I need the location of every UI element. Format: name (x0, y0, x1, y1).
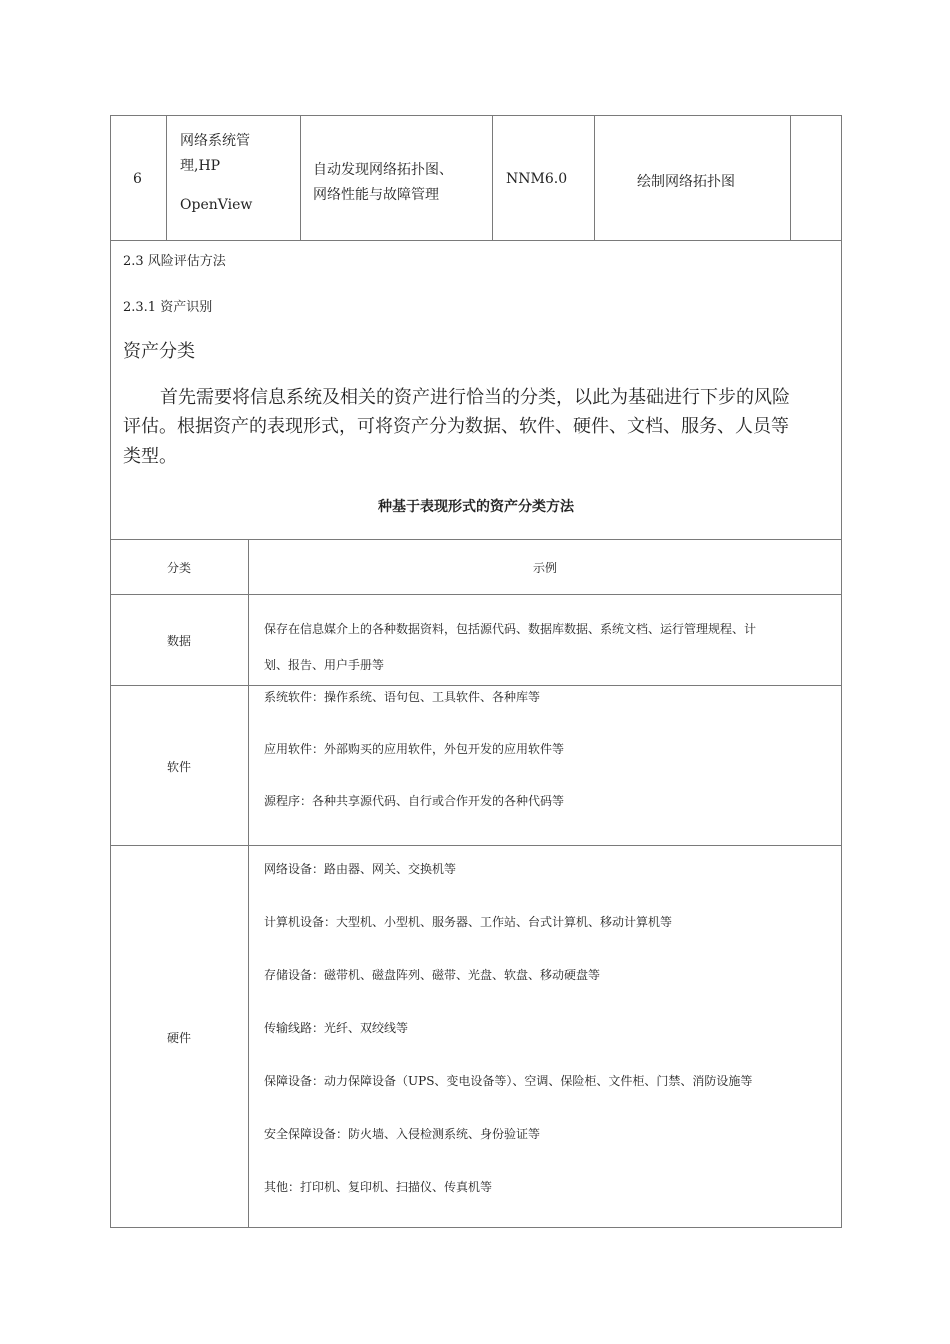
col-divider (248, 539, 249, 1228)
function-line1: 自动发现网络拓扑图、 (313, 162, 453, 178)
function-line2: 网络性能与故障管理 (313, 187, 439, 203)
paragraph-line1: 首先需要将信息系统及相关的资产进行恰当的分类，以此为基础进行下步的风险 (160, 387, 790, 408)
heading-2-3: 2.3 风险评估方法 (123, 254, 226, 269)
col-divider (790, 115, 791, 240)
list-item: 应用软件：外部购买的应用软件，外包开发的应用软件等 (264, 742, 565, 756)
list-item: 保障设备：动力保障设备（UPS、变电设备等）、空调、保险柜、文件柜、门禁、消防设施等 (264, 1074, 753, 1088)
row-divider (110, 845, 842, 846)
tool-name-line2: 理,HP (180, 158, 221, 174)
list-item: 划、报告、用户手册等 (264, 658, 385, 672)
list-item: 系统软件：操作系统、语句包、工具软件、各种库等 (264, 690, 541, 704)
list-item: 其他：打印机、复印机、扫描仪、传真机等 (264, 1180, 493, 1194)
paragraph-line3: 类型。 (123, 446, 177, 467)
row-index: 6 (133, 171, 142, 187)
tool-name-line1: 网络系统管 (180, 133, 250, 149)
version: NNM6.0 (506, 171, 568, 187)
row-divider (110, 594, 842, 595)
col-divider (492, 115, 493, 240)
list-item: 计算机设备：大型机、小型机、服务器、工作站、台式计算机、移动计算机等 (264, 915, 673, 929)
tool-name-line3: OpenView (180, 197, 253, 213)
purpose: 绘制网络拓扑图 (637, 174, 735, 190)
table-title: 种基于表现形式的资产分类方法 (378, 499, 574, 515)
header-category: 分类 (166, 561, 191, 575)
subheading: 资产分类 (123, 341, 195, 362)
row-divider (110, 539, 842, 540)
col-divider (300, 115, 301, 240)
heading-2-3-1: 2.3.1 资产识别 (123, 300, 213, 315)
category-data: 数据 (166, 634, 191, 648)
list-item: 源程序：各种共享源代码、自行或合作开发的各种代码等 (264, 794, 565, 808)
header-examples: 示例 (532, 561, 557, 575)
col-divider (594, 115, 595, 240)
row-divider (110, 240, 842, 241)
list-item: 保存在信息媒介上的各种数据资料，包括源代码、数据库数据、系统文档、运行管理规程、计 (264, 622, 757, 636)
row-divider (110, 685, 842, 686)
paragraph-line2: 评估。根据资产的表现形式，可将资产分为数据、软件、硬件、文档、服务、人员等 (123, 416, 789, 437)
document-frame (110, 115, 842, 1228)
list-item: 网络设备：路由器、网关、交换机等 (264, 862, 457, 876)
col-divider (166, 115, 167, 240)
category-hardware: 硬件 (166, 1031, 191, 1045)
list-item: 存储设备：磁带机、磁盘阵列、磁带、光盘、软盘、移动硬盘等 (264, 968, 601, 982)
list-item: 传输线路：光纤、双绞线等 (264, 1021, 409, 1035)
category-software: 软件 (166, 760, 191, 774)
list-item: 安全保障设备：防火墙、入侵检测系统、身份验证等 (264, 1127, 541, 1141)
